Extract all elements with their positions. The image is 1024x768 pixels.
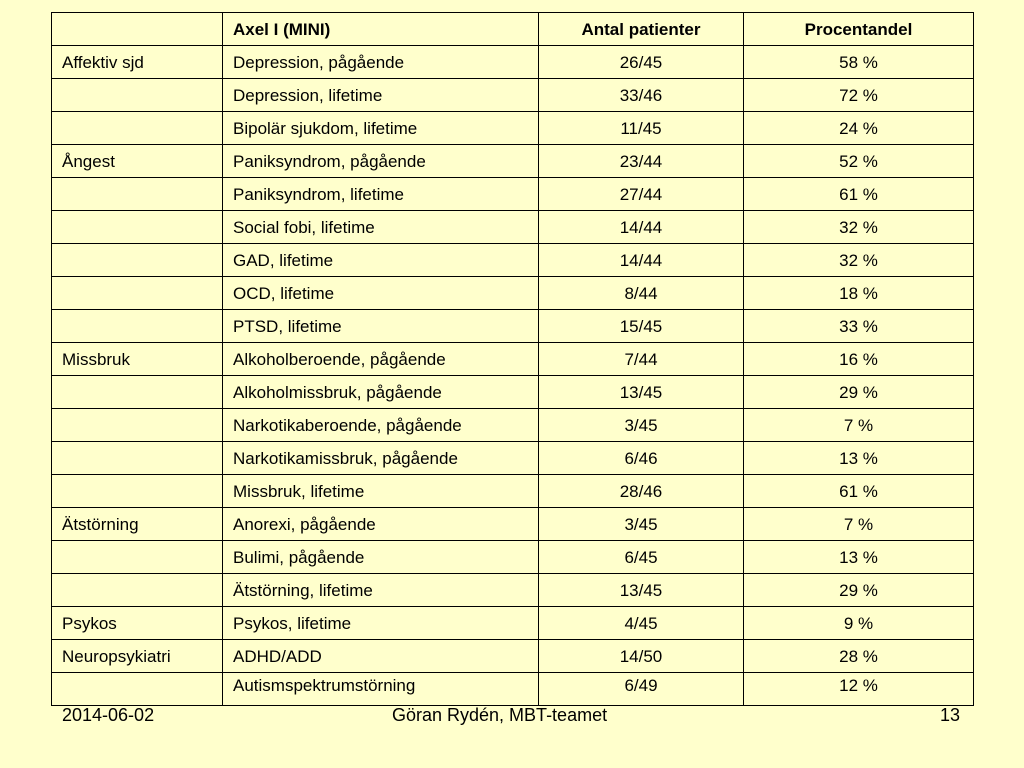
- diagnosis-cell: Paniksyndrom, lifetime: [223, 178, 539, 211]
- diagnosis-cell: Autismspektrumstörning: [223, 673, 539, 706]
- table-row: [52, 508, 974, 541]
- diagnosis-cell: Psykos, lifetime: [223, 607, 539, 640]
- patients-cell: 6/49: [539, 673, 744, 706]
- table-row: [52, 541, 974, 574]
- percent-cell: 28 %: [744, 640, 974, 673]
- percent-cell: 13 %: [744, 541, 974, 574]
- category-cell: Ätstörning: [52, 508, 223, 541]
- table-row: [52, 574, 974, 607]
- category-cell: Ångest: [52, 145, 223, 178]
- patients-cell: 13/45: [539, 574, 744, 607]
- table-row: [52, 310, 974, 343]
- patients-cell: 14/44: [539, 211, 744, 244]
- patients-cell: 11/45: [539, 112, 744, 145]
- footer-author: Göran Rydén, MBT-teamet: [392, 705, 608, 725]
- percent-cell: 52 %: [744, 145, 974, 178]
- percent-cell: 32 %: [744, 244, 974, 277]
- category-cell: Neuropsykiatri: [52, 640, 223, 673]
- diagnosis-cell: Social fobi, lifetime: [223, 211, 539, 244]
- category-cell: [52, 277, 223, 310]
- category-cell: [52, 211, 223, 244]
- patients-cell: 13/45: [539, 376, 744, 409]
- category-cell: [52, 574, 223, 607]
- category-cell: [52, 310, 223, 343]
- table-row: [52, 409, 974, 442]
- table-row: [52, 145, 974, 178]
- table-row: [52, 79, 974, 112]
- diagnosis-cell: ADHD/ADD: [223, 640, 539, 673]
- category-cell: [52, 112, 223, 145]
- table-row: [52, 112, 974, 145]
- percent-cell: 7 %: [744, 508, 974, 541]
- table-row: [52, 640, 974, 673]
- patients-cell: 26/45: [539, 46, 744, 79]
- footer-date: 2014-06-02: [62, 705, 155, 725]
- patients-cell: 6/45: [539, 541, 744, 574]
- patients-cell: 14/44: [539, 244, 744, 277]
- diagnosis-cell: Ätstörning, lifetime: [223, 574, 539, 607]
- diagnosis-cell: OCD, lifetime: [223, 277, 539, 310]
- diagnosis-cell: Alkoholmissbruk, pågående: [223, 376, 539, 409]
- diagnosis-cell: Bulimi, pågående: [223, 541, 539, 574]
- table-body: [52, 46, 974, 706]
- percent-cell: 9 %: [744, 607, 974, 640]
- patients-cell: 28/46: [539, 475, 744, 508]
- table-row: [52, 343, 974, 376]
- diagnosis-cell: Bipolär sjukdom, lifetime: [223, 112, 539, 145]
- category-cell: [52, 79, 223, 112]
- header-axel: Axel I (MINI): [223, 13, 539, 46]
- category-cell: [52, 475, 223, 508]
- table-row: [52, 673, 974, 706]
- category-cell: [52, 409, 223, 442]
- percent-cell: 72 %: [744, 79, 974, 112]
- table-row: [52, 46, 974, 79]
- header-category: [52, 13, 223, 46]
- percent-cell: 24 %: [744, 112, 974, 145]
- patients-cell: 23/44: [539, 145, 744, 178]
- percent-cell: 29 %: [744, 574, 974, 607]
- percent-cell: 13 %: [744, 442, 974, 475]
- patients-cell: 7/44: [539, 343, 744, 376]
- category-cell: [52, 244, 223, 277]
- percent-cell: 33 %: [744, 310, 974, 343]
- patients-cell: 3/45: [539, 409, 744, 442]
- patients-cell: 33/46: [539, 79, 744, 112]
- percent-cell: 7 %: [744, 409, 974, 442]
- page-number: 13: [940, 705, 961, 725]
- table-row: [52, 277, 974, 310]
- category-cell: [52, 442, 223, 475]
- patients-cell: 6/46: [539, 442, 744, 475]
- category-cell: [52, 541, 223, 574]
- percent-cell: 12 %: [744, 673, 974, 706]
- patients-cell: 15/45: [539, 310, 744, 343]
- diagnosis-cell: Depression, pågående: [223, 46, 539, 79]
- header-patients: Antal patienter: [539, 13, 744, 46]
- table-row: [52, 178, 974, 211]
- percent-cell: 18 %: [744, 277, 974, 310]
- diagnosis-table: [51, 12, 974, 706]
- table-row: [52, 211, 974, 244]
- table-row: [52, 376, 974, 409]
- diagnosis-cell: GAD, lifetime: [223, 244, 539, 277]
- patients-cell: 8/44: [539, 277, 744, 310]
- diagnosis-cell: Paniksyndrom, pågående: [223, 145, 539, 178]
- table-row: [52, 475, 974, 508]
- table-row: [52, 442, 974, 475]
- category-cell: [52, 673, 223, 706]
- diagnosis-cell: Missbruk, lifetime: [223, 475, 539, 508]
- table-header-row: [52, 13, 974, 46]
- category-cell: Missbruk: [52, 343, 223, 376]
- diagnosis-cell: Alkoholberoende, pågående: [223, 343, 539, 376]
- diagnosis-cell: Anorexi, pågående: [223, 508, 539, 541]
- percent-cell: 32 %: [744, 211, 974, 244]
- table-row: [52, 607, 974, 640]
- diagnosis-cell: Narkotikamissbruk, pågående: [223, 442, 539, 475]
- patients-cell: 3/45: [539, 508, 744, 541]
- patients-cell: 27/44: [539, 178, 744, 211]
- percent-cell: 58 %: [744, 46, 974, 79]
- percent-cell: 16 %: [744, 343, 974, 376]
- category-cell: [52, 178, 223, 211]
- percent-cell: 61 %: [744, 178, 974, 211]
- patients-cell: 4/45: [539, 607, 744, 640]
- diagnosis-cell: PTSD, lifetime: [223, 310, 539, 343]
- percent-cell: 29 %: [744, 376, 974, 409]
- percent-cell: 61 %: [744, 475, 974, 508]
- header-percent: Procentandel: [744, 13, 974, 46]
- diagnosis-cell: Narkotikaberoende, pågående: [223, 409, 539, 442]
- category-cell: Psykos: [52, 607, 223, 640]
- table-row: [52, 244, 974, 277]
- diagnosis-cell: Depression, lifetime: [223, 79, 539, 112]
- category-cell: [52, 376, 223, 409]
- patients-cell: 14/50: [539, 640, 744, 673]
- category-cell: Affektiv sjd: [52, 46, 223, 79]
